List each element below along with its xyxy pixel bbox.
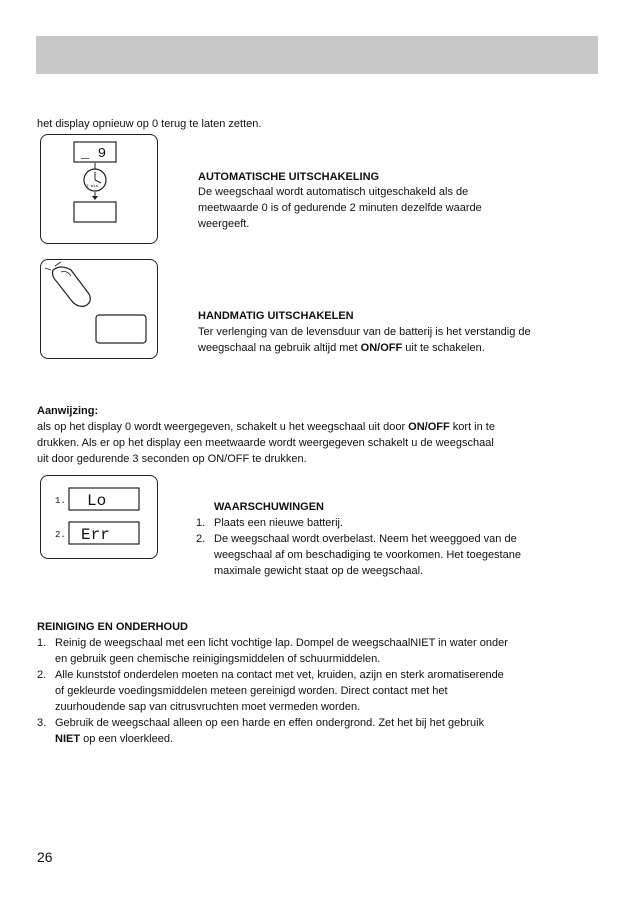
finger-icon (53, 267, 91, 306)
list-text: Gebruik de weegschaal alleen op een harde en effen ondergrond. Zet het bij het gebruik (55, 717, 485, 729)
arrow-down-icon (92, 196, 98, 200)
warnings-list (196, 516, 521, 579)
list-text: Reinig de weegschaal met een licht vochtige lap. Dompel de weegschaalNIET in water onder (55, 637, 508, 649)
auto-off-line: weergeeft. (198, 218, 250, 230)
intro-line: het display opnieuw op 0 terug te laten zetten. (37, 118, 262, 130)
list-item (196, 532, 521, 547)
page-number: 26 (37, 849, 53, 865)
list-text: maximale gewicht staat op de weegschaal. (214, 565, 424, 577)
display-index: 2. (55, 530, 66, 540)
list-number: 2. (196, 533, 206, 545)
header-bar (36, 36, 598, 74)
list-item-continuation (196, 564, 521, 579)
warnings-heading: WAARSCHUWINGEN (214, 501, 324, 513)
on-off-label: ON/OFF (360, 342, 403, 354)
warnings-illustration (40, 475, 158, 559)
list-text: zuurhoudende sap van citrusvruchten moet vermeden worden. (55, 701, 361, 713)
list-item (196, 516, 521, 531)
display-lo-text: Lo (87, 492, 107, 510)
display-index: 1. (55, 496, 66, 506)
text-run: weegschaal na gebruik altijd met (198, 342, 361, 354)
warnings-diagram (41, 476, 156, 557)
note-line (37, 420, 495, 435)
timer-label: 2 min (86, 185, 99, 189)
list-item-continuation (37, 684, 508, 699)
text-run: als op het display 0 wordt weergegeven, schakelt u het weegschaal uit door (37, 421, 409, 433)
list-number: 2. (37, 669, 47, 681)
note-line: drukken. Als er op het display een meetwaarde wordt weergegeven schakelt u de weegschaal (37, 437, 494, 449)
list-item (37, 636, 508, 651)
list-text: of gekleurde voedingsmiddelen meteen gereinigd worden. Direct contact met het (55, 685, 448, 697)
on-off-label: ON/OFF (408, 421, 450, 433)
list-text: De weegschaal wordt overbelast. Neem het weeggoed van de (214, 533, 517, 545)
display-reading: _ 9 (81, 146, 107, 162)
auto-off-illustration (40, 134, 158, 244)
cleaning-heading: REINIGING EN ONDERHOUD (37, 621, 188, 633)
display-window-off (74, 202, 116, 222)
list-item (37, 668, 508, 683)
list-text: Plaats een nieuwe batterij. (214, 517, 344, 529)
manual-off-line: Ter verlenging van de levensduur van de batterij is het verstandig de (198, 326, 531, 338)
auto-off-line: De weegschaal wordt automatisch uitgeschakeld als de (198, 186, 469, 198)
auto-off-line: meetwaarde 0 is of gedurende 2 minuten dezelfde waarde (198, 202, 482, 214)
cleaning-list (37, 636, 508, 747)
on-off-button (96, 315, 146, 343)
list-text: op een vloerkleed. (80, 733, 174, 745)
text-run: kort in te (449, 421, 495, 433)
motion-line (55, 262, 61, 266)
list-number: 1. (196, 517, 206, 529)
list-item-continuation (37, 652, 508, 667)
motion-line (45, 268, 51, 270)
list-item (37, 716, 508, 731)
list-number: 3. (37, 717, 47, 729)
note-heading: Aanwijzing: (37, 405, 99, 417)
manual-off-illustration (40, 259, 158, 359)
text-run: uit te schakelen. (402, 342, 485, 354)
list-text: Alle kunststof onderdelen moeten na contact met vet, kruiden, azijn en sterk aromatiserende (55, 669, 504, 681)
auto-off-diagram (41, 135, 156, 242)
display-err-text: Err (81, 526, 110, 544)
list-number: 1. (37, 637, 47, 649)
list-text-bold: NIET (55, 733, 81, 745)
list-text: en gebruik geen chemische reinigingsmiddelen of schuurmiddelen. (55, 653, 381, 665)
list-item-continuation (37, 700, 508, 715)
manual-off-line (198, 341, 485, 356)
auto-off-heading: AUTOMATISCHE UITSCHAKELING (198, 171, 380, 183)
manual-off-heading: HANDMATIG UITSCHAKELEN (198, 310, 354, 322)
note-line: uit door gedurende 3 seconden op ON/OFF te drukken. (37, 453, 307, 465)
manual-off-diagram (41, 260, 156, 357)
list-item-continuation (196, 548, 521, 563)
list-text: weegschaal af om beschadiging te voorkomen. Het toegestane (214, 549, 521, 561)
list-item-continuation (37, 732, 508, 747)
